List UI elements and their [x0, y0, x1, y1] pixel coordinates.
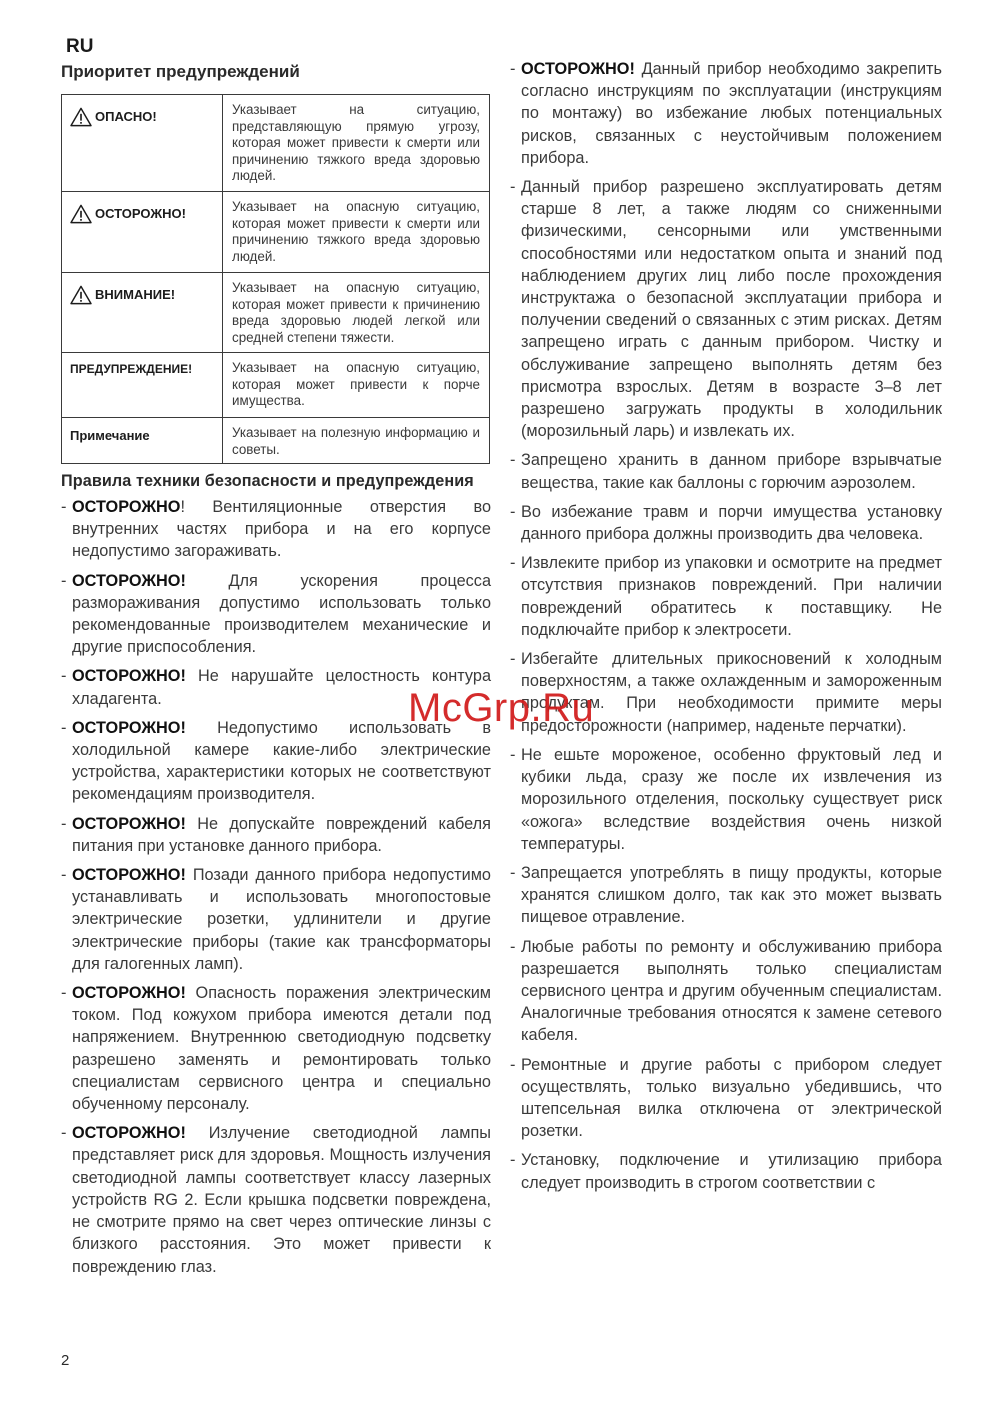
table-label: ВНИМАНИЕ! [95, 286, 176, 302]
warning-priority-table [61, 94, 490, 464]
list-item: - ОСТОРОЖНО! Позади данного прибора недопустимо устанавливать и использовать многопостовые электрические розетки, удлинители и другие электрические приборы (такие как трансформаторы для галогенных ламп). [61, 866, 491, 973]
list-item: - Данный прибор разрешено эксплуатировать детям старше 8 лет, а также людям со сниженными физическими, сенсорными или умственными способностями или недостатком опыта и знаний под наблюдением других лиц либо после прохождения инструктажа о безопасной эксплуатации прибора и получении сведений о связанных с этим рисках. Детям запрещено играть с данным прибором. Чистку и обслуживание запрещено выполнять детям без присмотра взрослых. Детям в возрасте 3–8 лет разрешено загружать продукты в холодильник (морозильный ларь) и извлекать их. [510, 178, 942, 441]
left-column [61, 470, 491, 1285]
table-row [62, 418, 490, 464]
table-description: Указывает на полезную информацию и советы. [232, 425, 480, 457]
list-item: - ОСТОРОЖНО! Вентиляционные отверстия во внутренних частях прибора и на его корпусе недопустимо загораживать. [61, 498, 491, 561]
list-item: - Запрещено хранить в данном приборе взрывчатые вещества, такие как баллоны с горючим аэрозолем. [510, 451, 942, 492]
list-item: - Любые работы по ремонту и обслуживанию прибора разрешается выполнять только специалистам сервисного центра и другим обученным специалистам. Аналогичные требования относятся к замене сетевого кабеля. [510, 937, 942, 1045]
list-item: - ОСТОРОЖНО! Данный прибор необходимо закрепить согласно инструкциям по эксплуатации (инструкциям по монтажу) во избежание любых потенциальных рисков, связанных с неустойчивым положением прибора. [510, 60, 942, 167]
section-heading: Правила техники безопасности и предупреждения [61, 472, 474, 490]
list-item: - ОСТОРОЖНО! Для ускорения процесса размораживания допустимо использовать только рекомендованные производителем механические и другие приспособления. [61, 571, 491, 657]
warning-triangle-icon [70, 204, 92, 224]
table-description: Указывает на ситуацию, представляющую прямую угрозу, которая может привести к смерти или причинению тяжкого вреда здоровью людей. [232, 102, 480, 184]
watermark: McGrp.Ru [408, 686, 595, 730]
list-item: - Избегайте длительных прикосновений к холодным поверхностям, а также охлажденным и замороженным продуктам. При необходимости примите меры предосторожности (например, наденьте перчатки). [510, 650, 942, 735]
warning-triangle-icon [70, 107, 92, 127]
list-item: - ОСТОРОЖНО! Недопустимо использовать в холодильной камере какие-либо электрические устройства, характеристики которых не соответствуют рекомендациям производителя. [61, 718, 491, 804]
table-row [62, 192, 490, 273]
table-description: Указывает на опасную ситуацию, которая может привести к причинению вреда здоровью людей легкой или средней степени тяжести. [232, 280, 480, 345]
table-label: ОСТОРОЖНО! [95, 205, 186, 221]
list-item: - Ремонтные и другие работы с прибором следует осуществлять, только визуально убедившись, что штепсельная вилка отключена от электрической розетки. [510, 1055, 942, 1141]
table-label: Примечание [70, 428, 150, 443]
list-item: - ОСТОРОЖНО! Опасность поражения электрическим током. Под кожухом прибора имеются детали под напряжением. Внутреннюю светодиодную подсветку разрешено заменять и ремонтировать только специалистам сервисного центра и специально обученному персоналу. [61, 984, 491, 1114]
list-item: - ОСТОРОЖНО! Излучение светодиодной лампы представляет риск для здоровья. Мощность излучения светодиодной лампы соответствует классу лазерных устройств RG 2. Если крышка подсветки повреждена, не смотрите прямо на свет через оптические линзы с близкого расстояния. Это может привести к повреждению глаз. [61, 1124, 491, 1276]
list-item: - Не ешьте мороженое, особенно фруктовый лед и кубики льда, сразу же после их извлечения из морозильного отделения, поскольку существует риск «ожога» вследствие воздействия очень низкой температуры. [510, 745, 942, 853]
list-item: - ОСТОРОЖНО! Не допускайте повреждений кабеля питания при установке данного прибора. [61, 814, 491, 855]
table-row [62, 273, 490, 353]
page-title: Приоритет предупреждений [61, 62, 300, 81]
right-column [510, 58, 942, 1201]
table-row [62, 353, 490, 418]
table-description: Указывает на опасную ситуацию, которая может привести к порче имущества. [232, 360, 480, 409]
list-item: - Во избежание травм и порчи имущества установку данного прибора должны производить два человека. [510, 502, 942, 544]
table-description: Указывает на опасную ситуацию, которая может привести к смерти или причинению тяжкого вреда здоровью людей. [232, 199, 480, 264]
table-row [62, 95, 490, 192]
table-label: ОПАСНО! [95, 108, 157, 124]
language-code: RU [66, 36, 94, 57]
list-item: - ОСТОРОЖНО! Не нарушайте целостность контура хладагента. [61, 667, 491, 708]
list-item: - Установку, подключение и утилизацию прибора следует производить в строгом соответствии с [510, 1151, 942, 1192]
page-number: 2 [61, 1352, 70, 1369]
list-item: - Извлеките прибор из упаковки и осмотрите на предмет отсутствия признаков повреждений. При наличии повреждений обратитесь к поставщику. Не подключайте прибор к электросети. [510, 554, 942, 639]
warning-triangle-icon [70, 285, 92, 305]
table-label: ПРЕДУПРЕЖДЕНИЕ! [70, 362, 193, 376]
list-item: - Запрещается употреблять в пищу продукты, которые хранятся слишком долго, так как это может вызвать пищевое отравление. [510, 863, 942, 927]
